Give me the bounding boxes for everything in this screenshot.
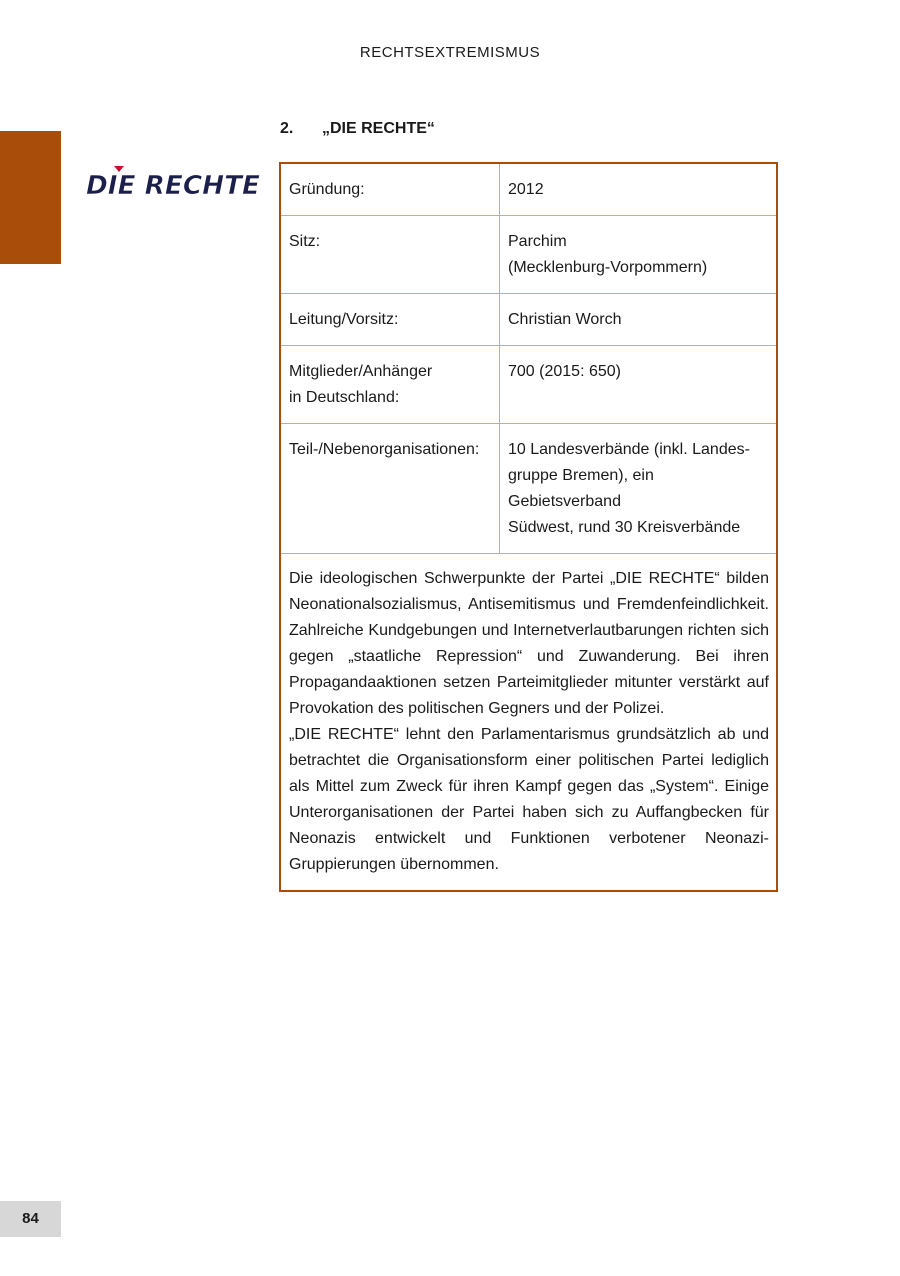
description-paragraph: Die ideologischen Schwerpunkte der Partei „DIE RECHTE“ bilden Neonationalsozialismus, Antisemitismus und Fremdenfeindlichkeit. Zahlreiche Kundgebungen und Internetverlautbarungen richten sich gegen „staatliche Repression“ und Zuwanderung. Bei ihren Propagandaaktionen setzen Parteimitglieder mitunter verstärkt auf Provokation des politischen Gegners und der Polizei. (289, 570, 769, 717)
mitglieder-value: 700 (2015: 650) (500, 346, 777, 424)
chapter-side-tab (0, 131, 61, 264)
leitung-label: Leitung/Vorsitz: (281, 294, 500, 346)
teil-value-line: Südwest, rund 30 Kreisverbände (508, 519, 741, 536)
description-paragraph: „DIE RECHTE“ lehnt den Parlamentarismus grundsätzlich ab und betrachtet die Organisationsform einer politischen Partei lediglich als Mittel zum Zweck für ihren Kampf gegen das „System“. Einige Unterorganisationen der Partei haben sich zu Auffangbecken für Neonazis entwickelt und Funktionen verbotener Neonazi-Gruppierungen übernommen. (289, 726, 769, 873)
table-row-sitz (281, 216, 776, 294)
party-description (281, 554, 776, 890)
mitglieder-label-line: in Deutschland: (289, 389, 400, 406)
leitung-value: Christian Worch (500, 294, 777, 346)
table-row-leitung (281, 294, 776, 346)
sitz-value-line: Parchim (508, 233, 567, 250)
teil-value (500, 424, 777, 554)
mitglieder-label-line: Mitglieder/Anhänger (289, 363, 433, 380)
table-row-gruendung (281, 164, 776, 216)
sitz-label: Sitz: (281, 216, 500, 294)
gruendung-value: 2012 (500, 164, 777, 216)
party-info-box (279, 162, 778, 892)
teil-label: Teil-/Nebenorganisationen: (281, 424, 500, 554)
page-number: 84 (0, 1201, 61, 1237)
mitglieder-label (281, 346, 500, 424)
party-facts-table (281, 164, 776, 554)
gruendung-label: Gründung: (281, 164, 500, 216)
table-row-teilorganisationen (281, 424, 776, 554)
section-number: 2. (280, 120, 294, 137)
section-heading (280, 120, 435, 138)
sitz-value (500, 216, 777, 294)
logo-text: DIE RECHTE (86, 171, 261, 200)
running-head: RECHTSEXTREMISMUS (359, 44, 541, 61)
die-rechte-logo (84, 164, 264, 200)
table-row-mitglieder (281, 346, 776, 424)
teil-value-line: gruppe Bremen), ein Gebietsverband (508, 467, 654, 510)
teil-value-line: 10 Landesverbände (inkl. Landes- (508, 441, 750, 458)
section-title: „DIE RECHTE“ (322, 120, 435, 137)
sitz-value-line: (Mecklenburg-Vorpommern) (508, 259, 708, 276)
